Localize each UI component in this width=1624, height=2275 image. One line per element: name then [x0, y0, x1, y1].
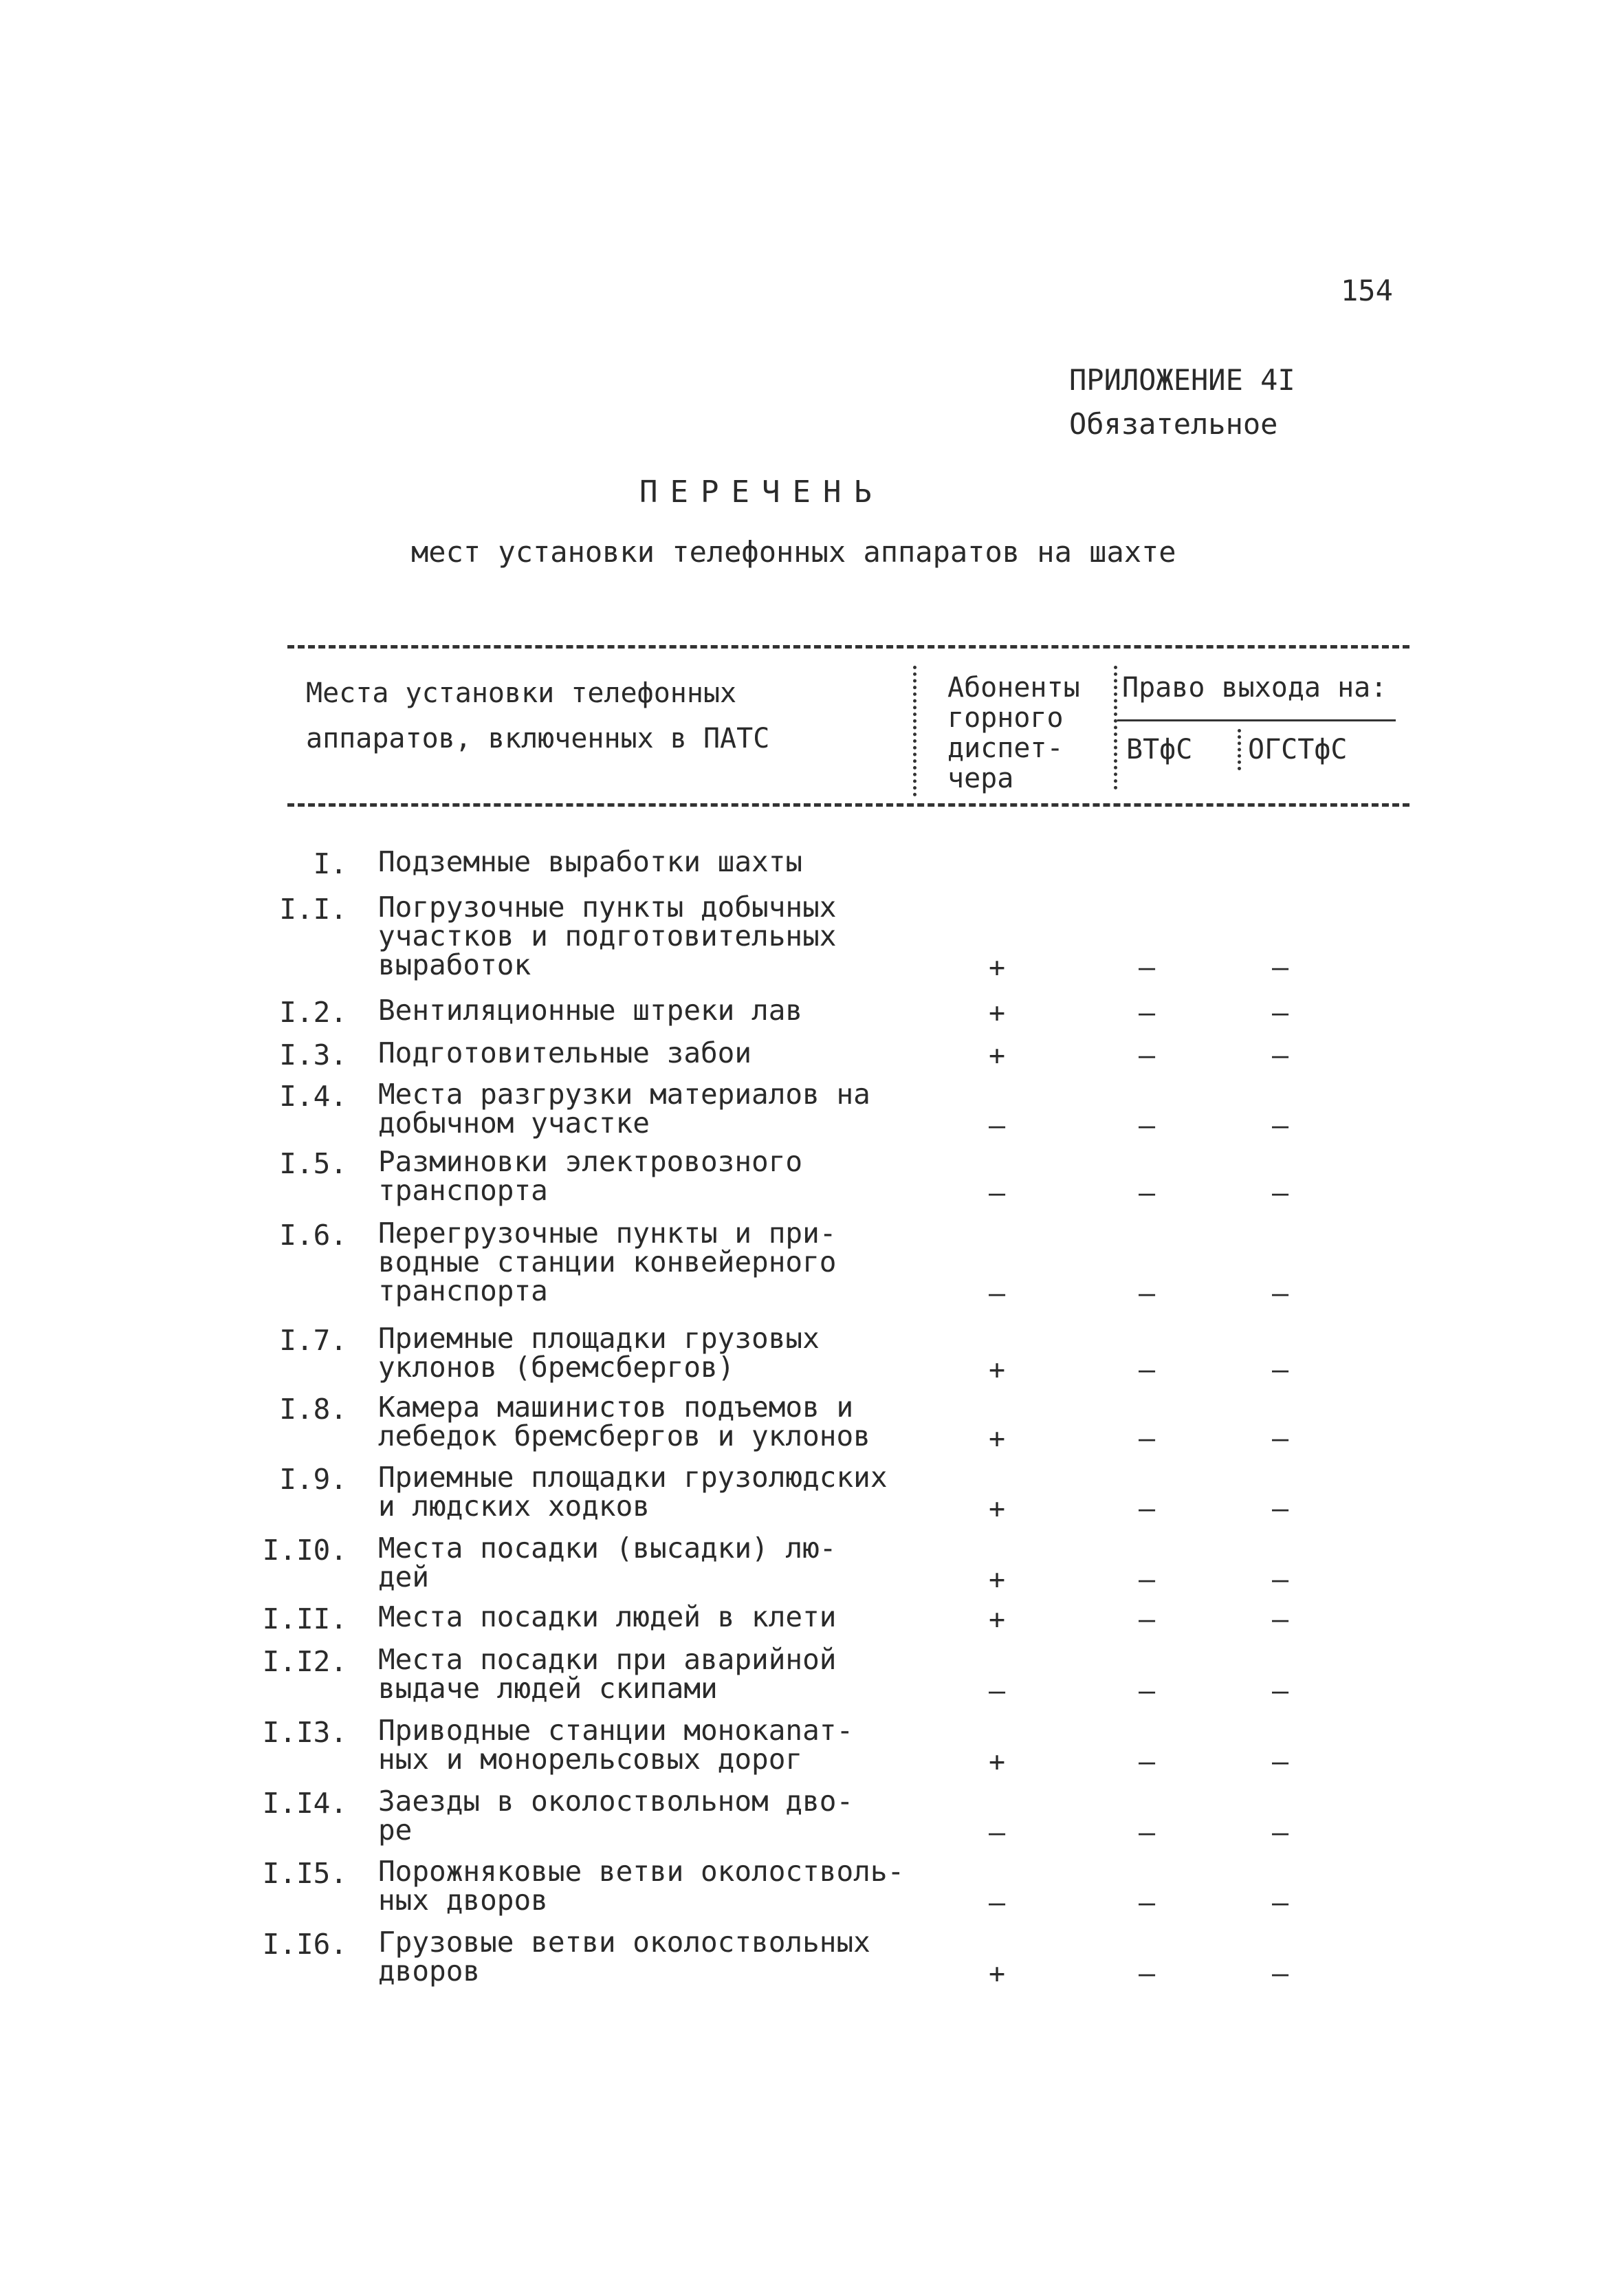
row-vtfs-mark: –	[1138, 1604, 1156, 1635]
row-number: I.9.	[279, 1463, 347, 1496]
row-sub-mark: –	[988, 1278, 1006, 1309]
document-title: ПЕРЕЧЕНЬ	[639, 475, 884, 510]
table-top-rule	[287, 645, 1409, 649]
row-sub-mark: +	[988, 1958, 1006, 1990]
row-number: I.I4.	[262, 1787, 347, 1820]
row-ogstfs-mark: –	[1271, 1887, 1289, 1919]
row-vtfs-mark: –	[1138, 1040, 1156, 1071]
row-number: I.8.	[279, 1393, 347, 1426]
row-sub-mark: +	[988, 1040, 1006, 1071]
row-number: I.6.	[279, 1219, 347, 1252]
row-number: I.I2.	[262, 1645, 347, 1678]
header-subscribers: Абоненты горного диспет- чера	[947, 672, 1080, 794]
row-vtfs-mark: –	[1138, 1110, 1156, 1142]
row-sub-mark: +	[988, 1493, 1006, 1525]
row-text: Порожняковые ветви околостволь- ных дворов	[378, 1855, 905, 1917]
row-sub-mark: –	[988, 1817, 1006, 1849]
row-ogstfs-mark: –	[1271, 1354, 1289, 1386]
row-vtfs-mark: –	[1138, 997, 1156, 1029]
row-ogstfs-mark: –	[1271, 1110, 1289, 1142]
row-number: I.I.	[279, 893, 347, 926]
row-vtfs-mark: –	[1138, 1564, 1156, 1596]
row-sub-mark: –	[988, 1675, 1006, 1707]
row-ogstfs-mark: –	[1271, 1040, 1289, 1071]
row-text: Места разгрузки материалов на добычном участке	[378, 1078, 870, 1140]
row-vtfs-mark: –	[1138, 1958, 1156, 1990]
row-text: Приемные площадки грузовых уклонов (бремсбергов)	[378, 1322, 820, 1384]
row-sub-mark: +	[988, 1354, 1006, 1386]
row-text: Заезды в околоствольном дво- ре	[378, 1785, 854, 1847]
row-vtfs-mark: –	[1138, 1675, 1156, 1707]
row-number: I.I0.	[262, 1534, 347, 1567]
row-sub-mark: +	[988, 997, 1006, 1029]
row-sub-mark: +	[988, 1746, 1006, 1778]
row-ogstfs-mark: –	[1271, 1958, 1289, 1990]
row-text: Места посадки людей в клети	[378, 1600, 837, 1633]
row-ogstfs-mark: –	[1271, 1817, 1289, 1849]
row-vtfs-mark: –	[1138, 1887, 1156, 1919]
column-separator-1	[913, 666, 917, 796]
row-sub-mark: –	[988, 1110, 1006, 1142]
row-vtfs-mark: –	[1138, 1423, 1156, 1455]
row-text: Места посадки (высадки) лю- дей	[378, 1532, 837, 1593]
row-vtfs-mark: –	[1138, 952, 1156, 983]
row-sub-mark: +	[988, 1423, 1006, 1455]
column-separator-3	[1238, 729, 1241, 770]
row-number: I.I5.	[262, 1857, 347, 1890]
row-number: I.4.	[279, 1080, 347, 1113]
header-places: Места установки телефонных аппаратов, включенных в ПАТС	[306, 677, 770, 754]
column-separator-2	[1114, 666, 1117, 790]
row-number: I.2.	[279, 996, 347, 1029]
row-text: Приводные станции монокanат- ных и монорельсовых дорог	[378, 1714, 854, 1776]
row-number: I.I6.	[262, 1928, 347, 1961]
row-number: I.7.	[279, 1324, 347, 1357]
row-number: I.3.	[279, 1038, 347, 1071]
row-vtfs-mark: –	[1138, 1746, 1156, 1778]
row-ogstfs-mark: –	[1271, 1177, 1289, 1209]
row-ogstfs-mark: –	[1271, 1564, 1289, 1596]
row-ogstfs-mark: –	[1271, 1604, 1289, 1635]
row-ogstfs-mark: –	[1271, 997, 1289, 1029]
row-vtfs-mark: –	[1138, 1278, 1156, 1309]
row-ogstfs-mark: –	[1271, 1423, 1289, 1455]
row-text: Места посадки при аварийной выдаче людей скипами	[378, 1643, 837, 1705]
row-ogstfs-mark: –	[1271, 1675, 1289, 1707]
page-number: 154	[1341, 274, 1393, 307]
row-number: I.II.	[262, 1602, 347, 1635]
header-ogstfs: ОГСТфС	[1248, 734, 1348, 765]
row-text: Вентиляционные штреки лав	[378, 994, 803, 1027]
row-vtfs-mark: –	[1138, 1493, 1156, 1525]
row-sub-mark: –	[988, 1177, 1006, 1209]
header-access-right: Право выхода на:	[1122, 672, 1387, 704]
row-vtfs-mark: –	[1138, 1817, 1156, 1849]
table-header-bottom-rule	[287, 803, 1409, 807]
annex-subtitle: Обязательное	[1069, 407, 1278, 441]
row-number: I.5.	[279, 1147, 347, 1180]
row-ogstfs-mark: –	[1271, 1278, 1289, 1309]
row-text: Приемные площадки грузолюдских и людских ходков	[378, 1461, 888, 1523]
row-ogstfs-mark: –	[1271, 1746, 1289, 1778]
row-vtfs-mark: –	[1138, 1354, 1156, 1386]
row-text: Погрузочные пункты добычных участков и подготовительных выработок	[378, 891, 837, 981]
row-text: Разминовки электровозного транспорта	[378, 1145, 803, 1207]
section-title: Подземные выработки шахты	[378, 845, 803, 878]
row-sub-mark: +	[988, 1604, 1006, 1635]
annex-title: ПРИЛОЖЕНИЕ 4I	[1069, 363, 1295, 397]
row-text: Перегрузочные пункты и при- водные станции конвейерного транспорта	[378, 1217, 837, 1307]
row-ogstfs-mark: –	[1271, 1493, 1289, 1525]
document-subtitle: мест установки телефонных аппаратов на шахте	[411, 535, 1176, 569]
row-number: I.I3.	[262, 1716, 347, 1749]
section-number: I.	[313, 847, 347, 880]
row-sub-mark: +	[988, 1564, 1006, 1596]
row-ogstfs-mark: –	[1271, 952, 1289, 983]
row-sub-mark: –	[988, 1887, 1006, 1919]
row-text: Подготовительные забои	[378, 1036, 752, 1069]
row-sub-mark: +	[988, 952, 1006, 983]
row-text: Камера машинистов подъемов и лебедок бремсбергов и уклонов	[378, 1391, 870, 1452]
access-right-underline	[1117, 719, 1396, 721]
header-vtfs: ВТфС	[1126, 734, 1193, 765]
row-vtfs-mark: –	[1138, 1177, 1156, 1209]
row-text: Грузовые ветви околоствольных дворов	[378, 1926, 870, 1988]
